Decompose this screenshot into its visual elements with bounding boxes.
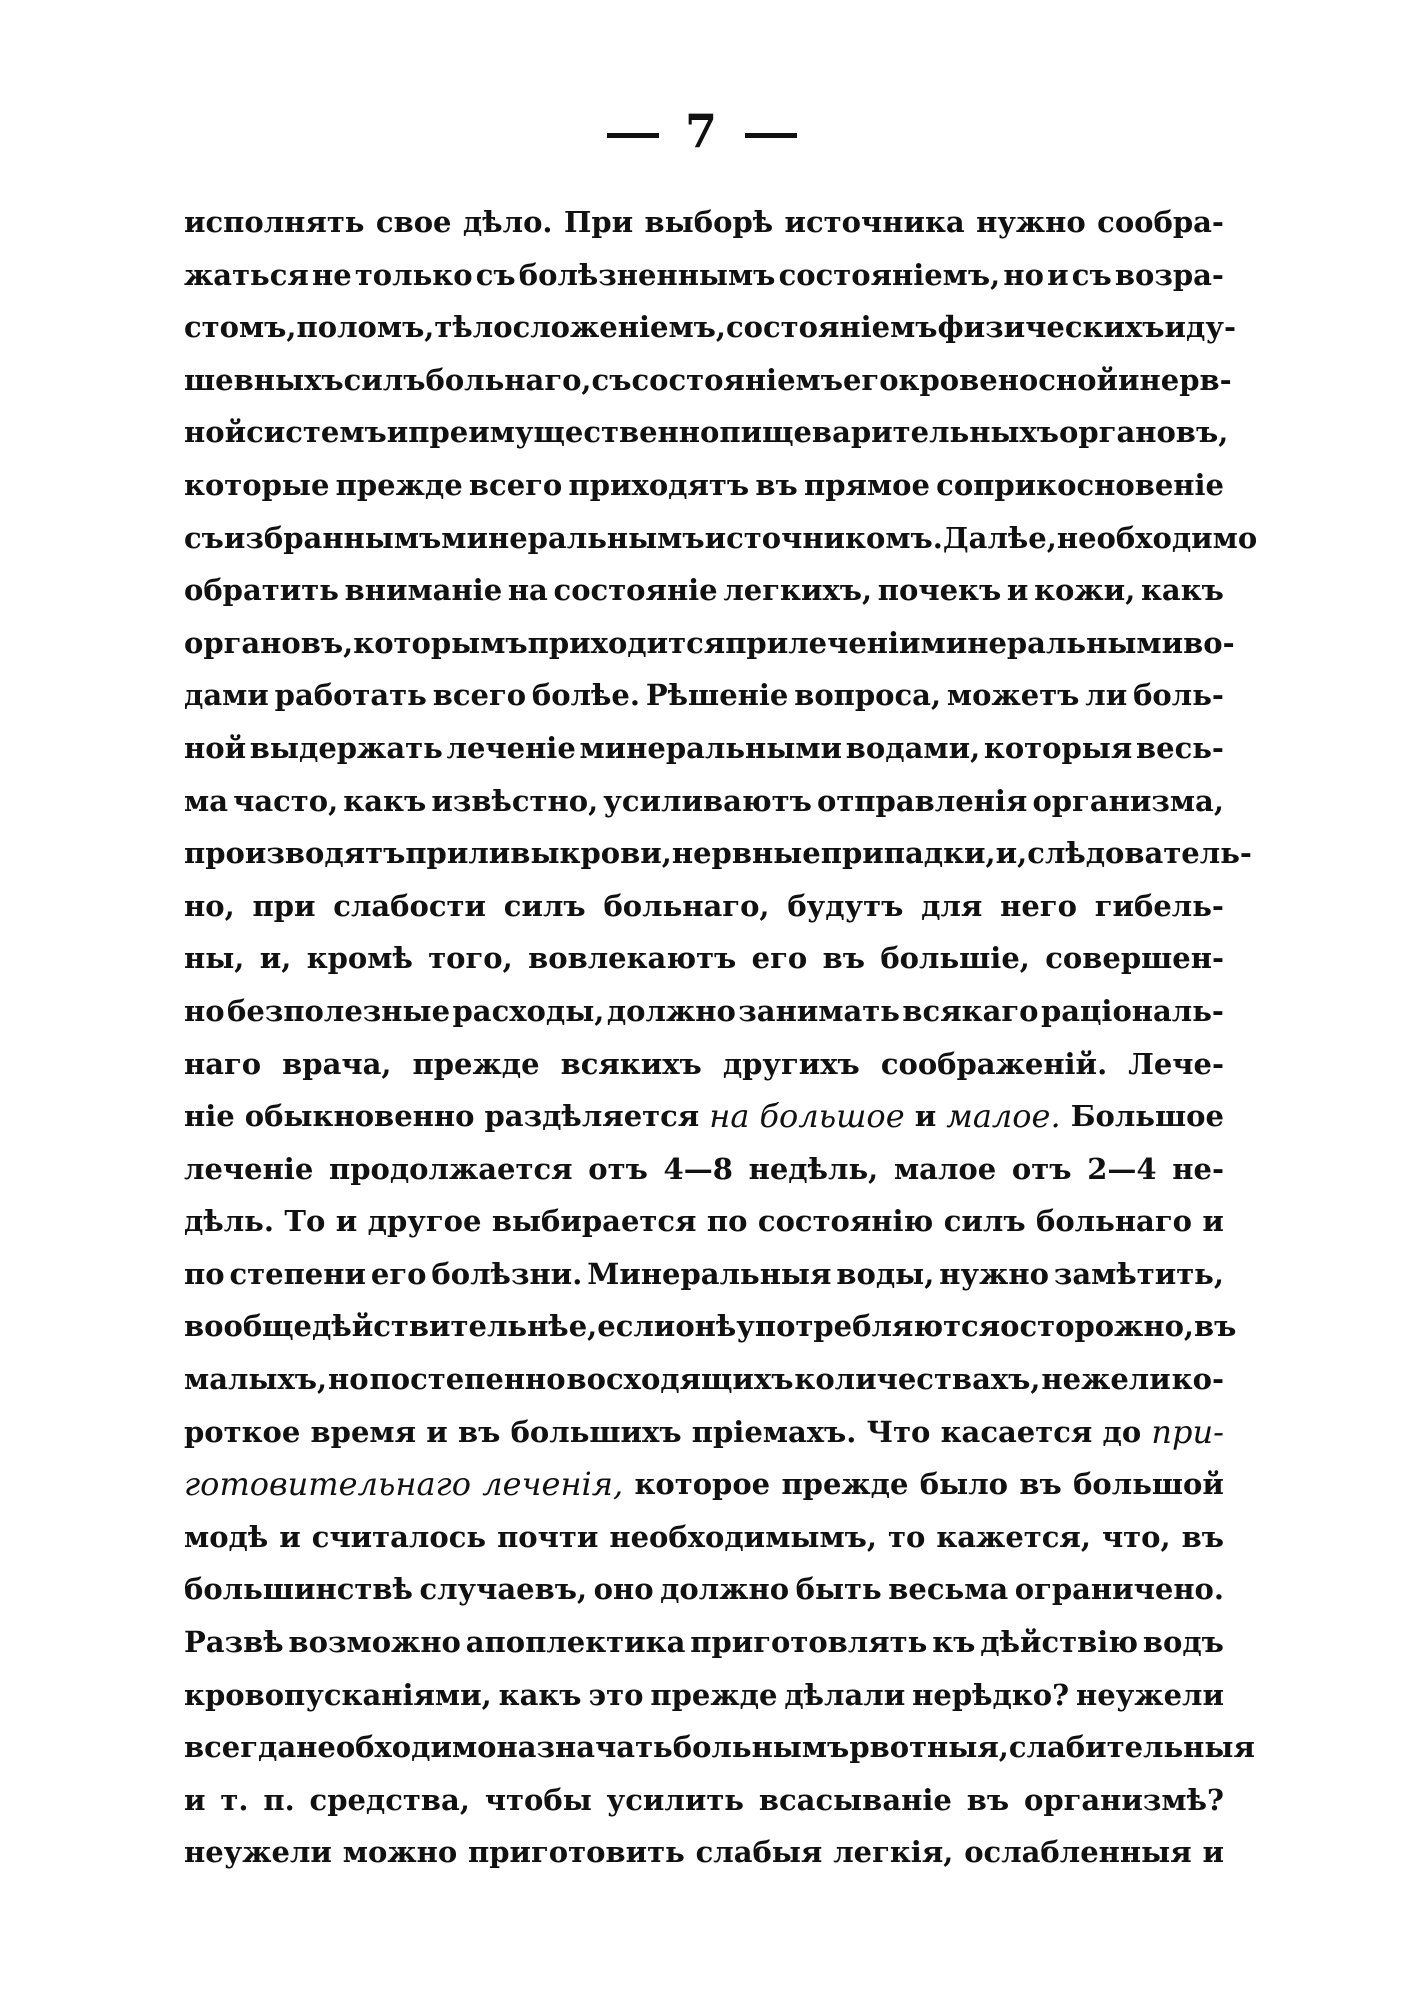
word: въ [755, 467, 798, 502]
word: жаться [184, 257, 309, 292]
word: дѣйствительнѣе, [312, 1309, 598, 1344]
word: оно [593, 1572, 654, 1607]
word: усилить [606, 1782, 744, 1817]
text-line [184, 354, 1232, 407]
word: отправленія [817, 783, 1028, 818]
word: время [310, 1414, 417, 1449]
word: Большое [1070, 1099, 1224, 1134]
word: съ [184, 520, 224, 555]
text-line [184, 1300, 1237, 1353]
word: можно [342, 1835, 458, 1870]
word: вовлекаютъ [528, 941, 737, 976]
word: не- [1172, 1151, 1224, 1186]
word: можетъ [946, 678, 1080, 713]
text-line [184, 1090, 1224, 1143]
word: больнаго, [603, 888, 770, 923]
word: случаевъ, [419, 1572, 588, 1607]
text-line [184, 985, 1224, 1038]
word: приливы [405, 836, 560, 871]
word: ніе [184, 1099, 235, 1134]
word: и [1006, 573, 1029, 608]
word: рвотныя, [849, 1730, 1009, 1765]
word: всего [432, 678, 527, 713]
word: если [597, 1309, 676, 1344]
word: него [1000, 888, 1077, 923]
word: легкія, [833, 1835, 954, 1870]
word: кожи, [1034, 573, 1136, 608]
word: въ [1194, 1309, 1237, 1344]
italic-word: при- [1151, 1412, 1224, 1451]
word: 4—8 [663, 1151, 733, 1186]
word: Минеральныя [587, 1256, 832, 1291]
word: какъ [498, 1677, 582, 1712]
word: большинствѣ [184, 1572, 413, 1607]
word: кровеносной [898, 362, 1119, 397]
word: больнымъ [672, 1730, 850, 1765]
word: совершен- [1045, 941, 1224, 976]
word: состояніемъ [725, 310, 938, 345]
text-line [184, 1511, 1224, 1564]
word: отъ [588, 1151, 648, 1186]
word: необходимо [1056, 520, 1258, 555]
text-line [184, 617, 1235, 670]
word: часто, [233, 783, 339, 818]
word: какъ [1140, 573, 1224, 608]
word: больнаго, [425, 362, 592, 397]
word: леченіи [788, 625, 921, 660]
word: припадки, [820, 836, 996, 871]
word: органовъ, [1059, 415, 1229, 450]
word: силъ [343, 362, 426, 397]
word: ослабленныя [964, 1835, 1192, 1870]
italic-word: готовительнаго [184, 1465, 471, 1504]
word: безполезные [227, 993, 451, 1028]
word: модѣ [184, 1519, 269, 1554]
text-line [184, 564, 1224, 617]
word: на [507, 573, 548, 608]
word: быть [795, 1572, 882, 1607]
word: пищеварительныхъ [719, 415, 1060, 450]
word: и [1164, 310, 1187, 345]
word: при [725, 625, 789, 660]
word: въ [822, 941, 865, 976]
word: минеральнымъ [441, 520, 705, 555]
word: водами, [845, 730, 981, 765]
word: и [279, 1519, 301, 1554]
word: съ [475, 257, 516, 292]
word: приготовить [468, 1835, 685, 1870]
word: Рѣшеніе [645, 678, 789, 713]
word: леченіе [446, 730, 576, 765]
word: наго [184, 1046, 262, 1081]
word: преимущественно [408, 415, 720, 450]
word: и [386, 415, 409, 450]
word: и [335, 1204, 358, 1239]
word: но [1003, 257, 1044, 292]
word: обыкновенно [244, 1099, 475, 1134]
word: по [706, 1204, 748, 1239]
word: считалось [311, 1519, 487, 1554]
word: которымъ [353, 625, 528, 660]
word: ко- [1171, 1362, 1224, 1397]
word: свое [375, 205, 452, 239]
word: нерѣдко? [912, 1677, 1070, 1712]
word: что, [1101, 1519, 1171, 1554]
word: постепенно [369, 1362, 566, 1397]
text-line [184, 775, 1224, 828]
word: которое [634, 1467, 771, 1502]
word: и [1047, 257, 1069, 292]
word: и, [259, 941, 292, 976]
word: то [888, 1519, 926, 1554]
text-line [184, 1563, 1224, 1616]
word: больнаго [1036, 1204, 1192, 1239]
word: Развѣ [184, 1625, 284, 1660]
word: боль- [1133, 678, 1224, 713]
word: назначать [496, 1730, 673, 1765]
word: неужели [1076, 1677, 1224, 1712]
word: замѣтить, [1053, 1256, 1224, 1291]
word: всякихъ [560, 1046, 702, 1081]
text-line [184, 1458, 1224, 1511]
word: возра- [1114, 257, 1224, 292]
word: слабыя [695, 1835, 823, 1870]
word: нужно [976, 205, 1086, 239]
word: минеральными [920, 625, 1184, 660]
word: другихъ [722, 1046, 860, 1081]
word: продолжается [329, 1151, 573, 1186]
word: прежде [781, 1467, 909, 1502]
word: было [919, 1467, 1009, 1502]
word: болѣзни. [431, 1256, 583, 1291]
text-line [184, 301, 1236, 354]
word: исполнять [184, 205, 365, 239]
word: т. [220, 1782, 249, 1817]
text-line [184, 196, 1224, 249]
word: нерв- [1139, 362, 1232, 397]
word: всего [468, 467, 563, 502]
word: которыя [983, 730, 1133, 765]
text-line [184, 1774, 1224, 1827]
word: всякаго [902, 993, 1039, 1028]
word: прежде [650, 1677, 778, 1712]
word: кромѣ [306, 941, 413, 976]
italic-word: большое [759, 1097, 905, 1136]
text-line [184, 932, 1224, 985]
word: органовъ, [184, 625, 354, 660]
word: приходятъ [568, 467, 750, 502]
word: въ [1019, 1467, 1062, 1502]
word: соприкосновеніе [936, 467, 1224, 502]
word: съ [1071, 257, 1112, 292]
text-line [184, 1406, 1224, 1459]
page-number-dash-left [607, 133, 659, 138]
word: ограничено. [1014, 1572, 1224, 1607]
word: болѣзненнымъ [518, 257, 776, 292]
word: 2—4 [1087, 1151, 1157, 1186]
word: чтобы [484, 1782, 592, 1817]
word: вниманіе [344, 573, 503, 608]
word: малое [893, 1151, 997, 1186]
word: ду- [1186, 310, 1236, 345]
word: пріемахъ. [691, 1414, 857, 1449]
word: слѣдователь- [1027, 836, 1252, 871]
word: приходится [527, 625, 726, 660]
text-line [184, 249, 1224, 302]
text-line [184, 827, 1252, 880]
word: минеральными [579, 730, 843, 765]
word: крови, [559, 836, 672, 871]
text-line [184, 722, 1224, 775]
word: и, [995, 836, 1028, 871]
word: слабительныя [1008, 1730, 1255, 1765]
word: ма [184, 783, 228, 818]
text-line [184, 512, 1258, 565]
word: во- [1183, 625, 1235, 660]
word: касается [940, 1414, 1093, 1449]
word: средства, [309, 1782, 470, 1817]
page-number-dash-right [745, 133, 797, 138]
word: прямое [804, 467, 930, 502]
text-line [184, 1038, 1224, 1091]
word: дѣйствію [980, 1625, 1138, 1660]
word: должно [660, 1572, 790, 1607]
word: другое [367, 1204, 482, 1239]
word: вопроса, [794, 678, 942, 713]
word: должно [606, 993, 736, 1028]
word: большихъ [510, 1414, 682, 1449]
word: его [370, 1256, 427, 1291]
word: расходы, [452, 993, 605, 1028]
word: дѣль. [184, 1204, 274, 1239]
word: почекъ [877, 573, 1002, 608]
word: болѣе. [531, 678, 640, 713]
word: нужно [939, 1256, 1049, 1291]
word: въ [1181, 1519, 1224, 1554]
word: приготовлять [690, 1625, 928, 1660]
word: отъ [1011, 1151, 1072, 1186]
word: но, [184, 888, 235, 923]
word: слабости [333, 888, 486, 923]
word: онѣ [675, 1309, 737, 1344]
word: п. [263, 1782, 295, 1817]
word: усиливаютъ [603, 783, 812, 818]
word: занимать [738, 993, 900, 1028]
text-line [184, 1143, 1224, 1196]
word: силъ [503, 888, 586, 923]
word: осторожно, [1000, 1309, 1195, 1344]
word: раздѣляется [484, 1099, 700, 1134]
word: дѣло. [462, 205, 553, 239]
word: роткое [184, 1414, 301, 1449]
word: состояніемъ, [778, 257, 1001, 292]
word: прежде [412, 1046, 540, 1081]
word: организмѣ? [1023, 1782, 1224, 1817]
word: выборѣ [644, 205, 774, 239]
word: источника [784, 205, 965, 239]
word: апоплектика [465, 1625, 686, 1660]
word: соображеній. [880, 1046, 1108, 1081]
word: состоянію [757, 1204, 934, 1239]
word: количествахъ, [794, 1362, 1041, 1397]
word: Лече- [1128, 1046, 1224, 1081]
word: и [1202, 1204, 1224, 1239]
word: обратить [184, 573, 339, 608]
word: но [184, 993, 225, 1028]
body-text [184, 196, 1258, 1879]
word: и [184, 1782, 206, 1817]
word: леченіе [184, 1151, 314, 1186]
word: нежели [1041, 1362, 1171, 1397]
word: выбирается [491, 1204, 697, 1239]
word: къ [932, 1625, 976, 1660]
word: силъ [943, 1204, 1026, 1239]
word: и [1118, 362, 1140, 397]
word: дами [184, 678, 269, 713]
word: восходящихъ [566, 1362, 794, 1397]
word: ли [1085, 678, 1128, 713]
word: Далѣе, [942, 520, 1057, 555]
word: и [914, 1099, 937, 1134]
word: для [921, 888, 983, 923]
word: воды, [836, 1256, 935, 1291]
word: какъ [343, 783, 427, 818]
word: вообще [184, 1309, 313, 1344]
text-line [184, 1195, 1224, 1248]
word: стомъ, [184, 310, 297, 345]
word: водъ [1142, 1625, 1224, 1660]
word: его [842, 362, 899, 397]
text-line [184, 459, 1224, 512]
word: необходимымъ, [609, 1519, 877, 1554]
text-line [184, 1616, 1224, 1669]
word: и [426, 1414, 448, 1449]
word: системъ [246, 415, 387, 450]
word: легкихъ, [723, 573, 873, 608]
word: Что [866, 1414, 931, 1449]
word: всегда [184, 1730, 297, 1765]
italic-word: леченія, [482, 1465, 624, 1504]
word: весь- [1135, 730, 1224, 765]
word: весьма [888, 1572, 1009, 1607]
word: недѣль, [748, 1151, 879, 1186]
word: тѣлосложеніемъ, [434, 310, 726, 345]
word: его [751, 941, 808, 976]
word: шевныхъ [184, 362, 344, 397]
word: кажется, [936, 1519, 1091, 1554]
italic-word: малое. [946, 1097, 1061, 1136]
word: При [563, 205, 634, 239]
word: при [252, 888, 316, 923]
text-line [184, 406, 1229, 459]
word: малыхъ, [184, 1362, 328, 1397]
word: которые [184, 467, 330, 502]
word: того, [428, 941, 513, 976]
word: производятъ [184, 836, 406, 871]
word: будутъ [787, 888, 904, 923]
word: избраннымъ [223, 520, 442, 555]
word: большіе, [880, 941, 1030, 976]
word: гибель- [1094, 888, 1224, 923]
word: это [588, 1677, 644, 1712]
word: работать [274, 678, 427, 713]
word: и [1202, 1835, 1224, 1870]
word: поломъ, [296, 310, 435, 345]
word: ной [184, 730, 247, 765]
word: употребляются [736, 1309, 1001, 1344]
word: кровопусканіями, [184, 1677, 492, 1712]
text-line [184, 1248, 1224, 1301]
word: организма, [1032, 783, 1224, 818]
word: по [184, 1256, 225, 1291]
text-line [184, 669, 1224, 722]
word: состояніе [553, 573, 718, 608]
word: въ [457, 1414, 501, 1449]
word: раціональ- [1040, 993, 1224, 1028]
word: всасываніе [758, 1782, 952, 1817]
page-number [0, 104, 1404, 158]
word: неужели [184, 1835, 332, 1870]
text-line [184, 1353, 1224, 1406]
word: сообра- [1097, 205, 1224, 239]
italic-word: на [709, 1097, 750, 1136]
text-line [184, 880, 1224, 933]
word: нервные [671, 836, 821, 871]
word: почти [497, 1519, 599, 1554]
word: ной [184, 415, 247, 450]
text-line [184, 1669, 1224, 1722]
word: только [354, 257, 473, 292]
word: возможно [288, 1625, 461, 1660]
word: извѣстно, [431, 783, 599, 818]
word: прежде [335, 467, 463, 502]
word: дѣлали [784, 1677, 906, 1712]
word: То [284, 1204, 326, 1239]
word: ны, [184, 941, 245, 976]
word: выдержать [249, 730, 443, 765]
word: до [1102, 1414, 1142, 1449]
word: большой [1073, 1467, 1224, 1502]
word: необходимо [296, 1730, 497, 1765]
word: степени [229, 1256, 366, 1291]
text-line [184, 1826, 1224, 1879]
text-line [184, 1721, 1255, 1774]
word: въ [966, 1782, 1010, 1817]
word: источникомъ. [704, 520, 943, 555]
word: врача, [282, 1046, 392, 1081]
word: не [311, 257, 352, 292]
word: состояніемъ [631, 362, 843, 397]
word: но [328, 1362, 369, 1397]
word: физическихъ [937, 310, 1165, 345]
word: съ [591, 362, 632, 397]
page-number-value: 7 [684, 104, 719, 158]
